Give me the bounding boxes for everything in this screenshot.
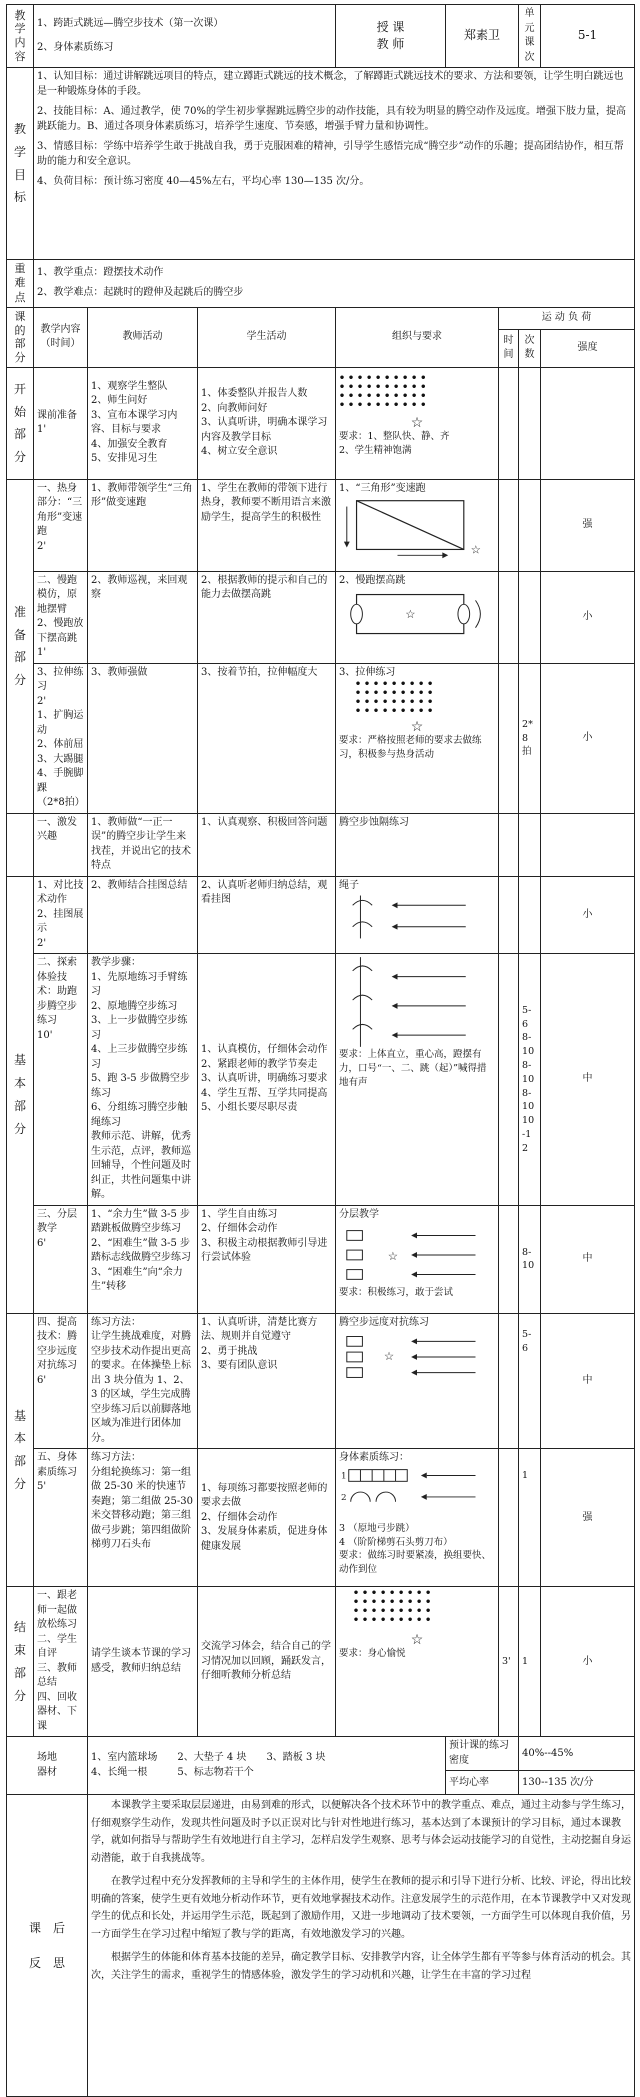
- content-line-1: 1、跨距式跳远—腾空步技术（第一次课）: [37, 17, 224, 29]
- interest-student: 1、认真观察、积极回答问题: [198, 813, 336, 876]
- basic-org-3: [336, 1205, 499, 1313]
- prep-student-3: 3、按着节拍，拉伸幅度大: [198, 663, 336, 813]
- col-org: 组织与要求: [336, 307, 499, 367]
- end-part-label: 结束部分: [7, 1587, 34, 1737]
- start-teacher: 1、观察学生整队 2、师生问好 3、宣布本课学习内容、目标与要求 4、加强安全教育 5、安排见习生: [88, 367, 198, 479]
- col-student: 学生活动: [198, 307, 336, 367]
- keypoints-label: 重难点: [7, 260, 34, 308]
- svg-text:☆: ☆: [470, 542, 482, 557]
- teacher-name: 郑素卫: [446, 5, 519, 68]
- basic-intensity-2: 中: [541, 954, 635, 1206]
- layered-caption: 分层教学: [339, 1208, 380, 1220]
- basic-content-3: 三、分层教学 6': [34, 1205, 88, 1313]
- prep-teacher-3: 3、教师强做: [88, 663, 198, 813]
- run-jump-diagram: [339, 956, 495, 1048]
- rope-caption: 绳子: [339, 879, 360, 891]
- end-req: 要求：身心愉悦: [339, 1648, 406, 1660]
- start-student: 1、体委整队并报告人数 2、向教师问好 3、认真听讲，明确本课学习内容及教学目标 4、树立安全意识: [198, 367, 336, 479]
- basic-student-2: 1、认真模仿，仔细体会动作 2、紧跟老师的教学节奏走 3、认真听讲，明确练习要求 4、学生互帮、互学共同提高 5、小组长要尽职尽责: [198, 954, 336, 1206]
- reflection: [88, 1795, 635, 2097]
- basic-student-5: 1、每项练习都要按照老师的要求去做 2、仔细体会动作 3、发展身体素质，促进身体健康发展: [198, 1449, 336, 1587]
- triangle-run-diagram: [339, 496, 495, 560]
- prep-teacher-2: 2、教师巡视，来回观察: [88, 571, 198, 663]
- basic-count-2: 5-6 8-10 8-10 8-10 10-12: [519, 954, 541, 1206]
- objective-item: 3、情感目标：学练中培养学生敢于挑战自我，勇于克服困难的精神，引导学生感悟完成“腾空步”动作的乐趣；提高团结协作，相互帮助的能力和安全意识。: [37, 141, 624, 167]
- interest-org: 腾空步蚀隔练习: [336, 813, 499, 876]
- prep-org-1: [336, 479, 499, 571]
- col-teacher: 教师活动: [88, 307, 198, 367]
- basic-teacher-2: 教学步骤： 1、先原地练习手臂练习 2、原地腾空步练习 3、上一步做腾空步练习 4、上三步做腾空步练习 5、跑 3-5 步做腾空步练习 6、分组练习腾空步触绳练习 教师示范、讲解，优秀生示范，点评，教师巡回辅导，个性问题及时纠正，共性问题集中讲解。: [88, 954, 198, 1206]
- basic-org-4: [336, 1313, 499, 1449]
- interest-teacher: 1、教师做“一正一误”的腾空步让学生来找茬，并说出它的技术特点: [88, 813, 198, 876]
- basic-part-label-2: 基本部分: [7, 1313, 34, 1587]
- start-content: 课前准备 1': [34, 367, 88, 479]
- distance-caption: 腾空步远度对抗练习: [339, 1316, 430, 1328]
- col-content: 教学内容（时间）: [34, 307, 88, 367]
- prep-student-1: 1、学生在教师的带领下进行热身，教师要不断用语言来激励学生，提高学生的积极性: [198, 479, 336, 571]
- end-student: 交流学习体会，结合自己的学习情况加以回顾，踊跃发言，仔细听教师分析总结: [198, 1587, 336, 1737]
- basic-teacher-1: 2、教师结合挂图总结: [88, 876, 198, 954]
- prep-org-3: 3、拉伸练习 ••••••••• ••••••••• ••••••••• ••••••••• ☆ 要求：严格按照老师的要求去做练习，积极参与热身活动: [336, 663, 499, 813]
- prep-count-3: 2*8 拍: [519, 663, 541, 813]
- basic-org-5: [336, 1449, 499, 1587]
- interest-label: [7, 813, 34, 876]
- end-content: 一、跟老师一起做放松练习 二、学生自评 三、教师总结 四、回收器材、下课: [34, 1587, 88, 1737]
- basic-content-4: 四、提高技术：腾空步远度对抗练习 6': [34, 1313, 88, 1449]
- equipment-label: 场地 器材: [7, 1737, 88, 1795]
- prep-content-3: 3、拉伸练习 2' 1、扩胸运动 2、体前屈 3、大踢腿 4、手腕脚踝 （2*8拍）: [34, 663, 88, 813]
- jog-caption: 2、慢跑摆高跳: [339, 574, 406, 586]
- basic-intensity-4: 中: [541, 1313, 635, 1449]
- reflection-paragraph: 根据学生的体能和体育基本技能的差异，确定教学目标、安排教学内容，让全体学生都有平等参与体育活动的机会。其次，关注学生的需求，重视学生的情感体验，激发学生的学习动机和兴趣，让学生在丰富的学习过程: [91, 1952, 631, 1981]
- stretch-req: 要求：严格按照老师的要求去做练习，积极参与热身活动: [339, 735, 482, 761]
- objective-item: 2、技能目标：A、通过教学，使 70%的学生初步掌握跳远腾空步的动作技能，具有较为明显的腾空动作及远度。增强下肢力量，提高跳跃能力。B、通过各项身体素质练习，培养学生速度、节奏感，增强手臂力量和协调性。: [37, 106, 626, 132]
- fitness-req: 要求：做练习时要紧凑，换组要快、动作到位: [339, 1550, 492, 1576]
- hr-label: 平均心率: [446, 1771, 519, 1795]
- col-section: 课的部分: [7, 307, 34, 367]
- layered-req: 要求：积极练习，敢于尝试: [339, 1287, 454, 1299]
- basic-student-4: 1、认真听讲，清楚比赛方法、规则并自觉遵守 2、勇于挑战 3、要有团队意识: [198, 1313, 336, 1449]
- content-line-2: 2、身体素质练习: [37, 42, 114, 53]
- basic-teacher-5: 练习方法： 分组轮换练习：第一组做 25-30 米的快速节奏跑；第二组做 25-30 米交替移动跑；第三组做弓步跳；第四组做阶梯剪刀石头布: [88, 1449, 198, 1587]
- difficult-point: 2、教学难点：起跳时的蹬伸及起跳后的腾空步: [37, 287, 244, 299]
- svg-text:1: 1: [340, 1471, 347, 1482]
- reflection-paragraph: 在教学过程中充分发挥教师的主导和学生的主体作用，使学生在教师的提示和引导下进行分析、比较、评论，得出比较明确的答案，使学生更有效地分析动作环节，更有效地掌握技术动作。注意发展学生的示范作用，在本节课教学中又对发现学生的优点和长处，并运用学生示范，既起到了激励作用，又进一步地调动了技术要领，一方面学生可以体现自我价值，另一方面学生在学习过程中缩短了教与学的距离，有效地激发学习的兴趣。: [91, 1876, 631, 1940]
- end-count: 1: [519, 1587, 541, 1737]
- lesson-plan: [6, 4, 634, 2097]
- reflection-label: 课 后 反 思: [7, 1795, 88, 2097]
- end-time: 3': [499, 1587, 519, 1737]
- svg-text:☆: ☆: [383, 1349, 395, 1364]
- basic-student-1: 2、认真听老师归纳总结，观看挂图: [198, 876, 336, 954]
- prep-student-2: 2、根据教师的提示和自己的能力去做摆高跳: [198, 571, 336, 663]
- distance-diagram: [339, 1330, 495, 1382]
- basic-content-5: 五、身体素质练习 5': [34, 1449, 88, 1587]
- step-4-label: 4: [339, 1536, 346, 1548]
- basic-intensity-3: 中: [541, 1205, 635, 1313]
- fitness-item-3: （原地弓步跳）: [348, 1522, 415, 1534]
- key-points: [34, 260, 635, 308]
- svg-text:☆: ☆: [387, 1249, 399, 1264]
- basic-teacher-3: 1、“余力生”做 3-5 步踏跳板做腾空步练习 2、“困难生”做 3-5 步踏标志线做腾空步练习 3、“困难生”向“余力生”转移: [88, 1205, 198, 1313]
- star-icon: ☆: [410, 719, 424, 736]
- prep-intensity-1: 强: [541, 479, 635, 571]
- teacher-label: 授 课 教 师: [336, 5, 446, 68]
- col-load: 运 动 负 荷: [499, 307, 635, 329]
- basic-content-1: 1、对比技术动作 2、挂图展示 2': [34, 876, 88, 954]
- equipment-items: 1、室内篮球场 2、大垫子 4 块 3、踏板 3 块 4、长绳一根 5、标志物若干个: [88, 1737, 446, 1795]
- triangle-run-caption: 1、“三角形”变速跑: [339, 482, 426, 494]
- fitness-caption: 身体素质练习：: [339, 1452, 410, 1464]
- end-intensity: 小: [541, 1587, 635, 1737]
- key-point: 1、教学重点：蹬摆技术动作: [37, 266, 164, 278]
- basic-part-label: 基本部分: [7, 876, 34, 1313]
- density-label: 预计课的练习密度: [446, 1737, 519, 1771]
- jog-diagram: [339, 588, 495, 644]
- unit-label: 单元 课次: [519, 5, 541, 68]
- basic-intensity-1: 小: [541, 876, 635, 954]
- run-jump-req: 要求：上体直立，重心高，蹬摆有力，口号“一、二、跳（起）”喊得措地有声: [339, 1049, 487, 1088]
- prep-content-1: 一、热身部分：“三角形”变速跑 2': [34, 479, 88, 571]
- end-teacher: 请学生谈本节课的学习感受，教师归纳总结: [88, 1587, 198, 1737]
- interest-content: 一、激发兴趣: [34, 813, 88, 876]
- objective-item: 4、负荷目标：预计练习密度 40—45%左右，平均心率 130—135 次/分。: [37, 176, 370, 187]
- objectives-label: 教学目标: [7, 68, 34, 260]
- lesson-content: [34, 5, 336, 68]
- prep-part-label: 准备部分: [7, 479, 34, 813]
- basic-count-3: 8-10: [519, 1205, 541, 1313]
- layered-diagram: [339, 1222, 495, 1286]
- basic-org-2: [336, 954, 499, 1206]
- basic-org-1: [336, 876, 499, 954]
- basic-content-2: 二、探索体验技术：助跑步腾空步练习 10': [34, 954, 88, 1206]
- content-label: 教学内容: [7, 5, 34, 68]
- objectives: [34, 68, 635, 260]
- objective-item: 1、认知目标：通过讲解跳远项目的特点，建立蹲距式跳远的技术概念，了解蹲距式跳远技术的要求、方法和要领，让学生明白跳远也是一种锻炼身体的手段。: [37, 71, 624, 97]
- stretch-caption: 3、拉伸练习: [339, 666, 396, 678]
- step-3-label: 3: [339, 1522, 346, 1534]
- star-icon: ☆: [410, 1632, 424, 1649]
- col-time: 时间: [499, 329, 519, 367]
- basic-count-4: 5-6: [519, 1313, 541, 1449]
- svg-text:2: 2: [340, 1492, 347, 1503]
- prep-teacher-1: 1、教师带领学生“三角形”做变速跑: [88, 479, 198, 571]
- prep-intensity-2: 小: [541, 571, 635, 663]
- basic-count-5: 1: [519, 1449, 541, 1587]
- rope-diagram: [339, 893, 495, 939]
- start-org-req: 要求：1、整队快、静、齐 2、学生精神饱满: [339, 430, 450, 456]
- lesson-plan-table: [6, 4, 635, 2097]
- prep-org-2: [336, 571, 499, 663]
- start-org: •••••••••• •••••••••• •••••••••• •••••••••• ☆ 要求：1、整队快、静、齐 2、学生精神饱满: [336, 367, 499, 479]
- reflection-paragraph: 本课教学主要采取层层递进，由易到难的形式，以便解决各个技术环节中的教学重点、难点，通过主动参与学生练习，仔细观察学生动作，发现共性问题及时予以正误对比与针对性地进行练习，基本达到了本课预计的学习目标，通过本课教学，就如何指导与帮助学生有效地进行自主学习，怎样启发学生观察、思考与体会运动技能学习的自觉性，主动挖掘自身运动潜能，敢于自我挑战等。: [91, 1800, 631, 1864]
- unit-value: 5-1: [541, 5, 635, 68]
- basic-student-3: 1、学生自由练习 2、仔细体会动作 3、积极主动根据教师引导进行尝试体验: [198, 1205, 336, 1313]
- prep-content-2: 二、慢跑模仿，原地摆臂 2、慢跑放下摆高跳 1': [34, 571, 88, 663]
- svg-text:☆: ☆: [405, 607, 416, 622]
- hr-value: 130--135 次/分: [519, 1771, 635, 1795]
- col-intensity: 强度: [541, 329, 635, 367]
- fitness-diagram: [339, 1466, 495, 1522]
- basic-teacher-4: 练习方法： 让学生挑战难度，对腾空步技术动作提出更高的要求。在体操垫上标出 3 块分值为 1、2、3 的区域，学生完成腾空步练习后以前脚落地区域为准进行团体加分。: [88, 1313, 198, 1449]
- prep-intensity-3: 小: [541, 663, 635, 813]
- col-count: 次数: [519, 329, 541, 367]
- density-value: 40%--45%: [519, 1737, 635, 1771]
- start-part-label: 开始部分: [7, 367, 34, 479]
- end-org: ••••••••• ••••••••• ••••••••• ••••••••• ☆ 要求：身心愉悦: [336, 1587, 499, 1737]
- basic-intensity-5: 强: [541, 1449, 635, 1587]
- star-icon: ☆: [410, 414, 424, 431]
- fitness-item-4: （阶阶梯剪石头剪刀布）: [348, 1536, 453, 1548]
